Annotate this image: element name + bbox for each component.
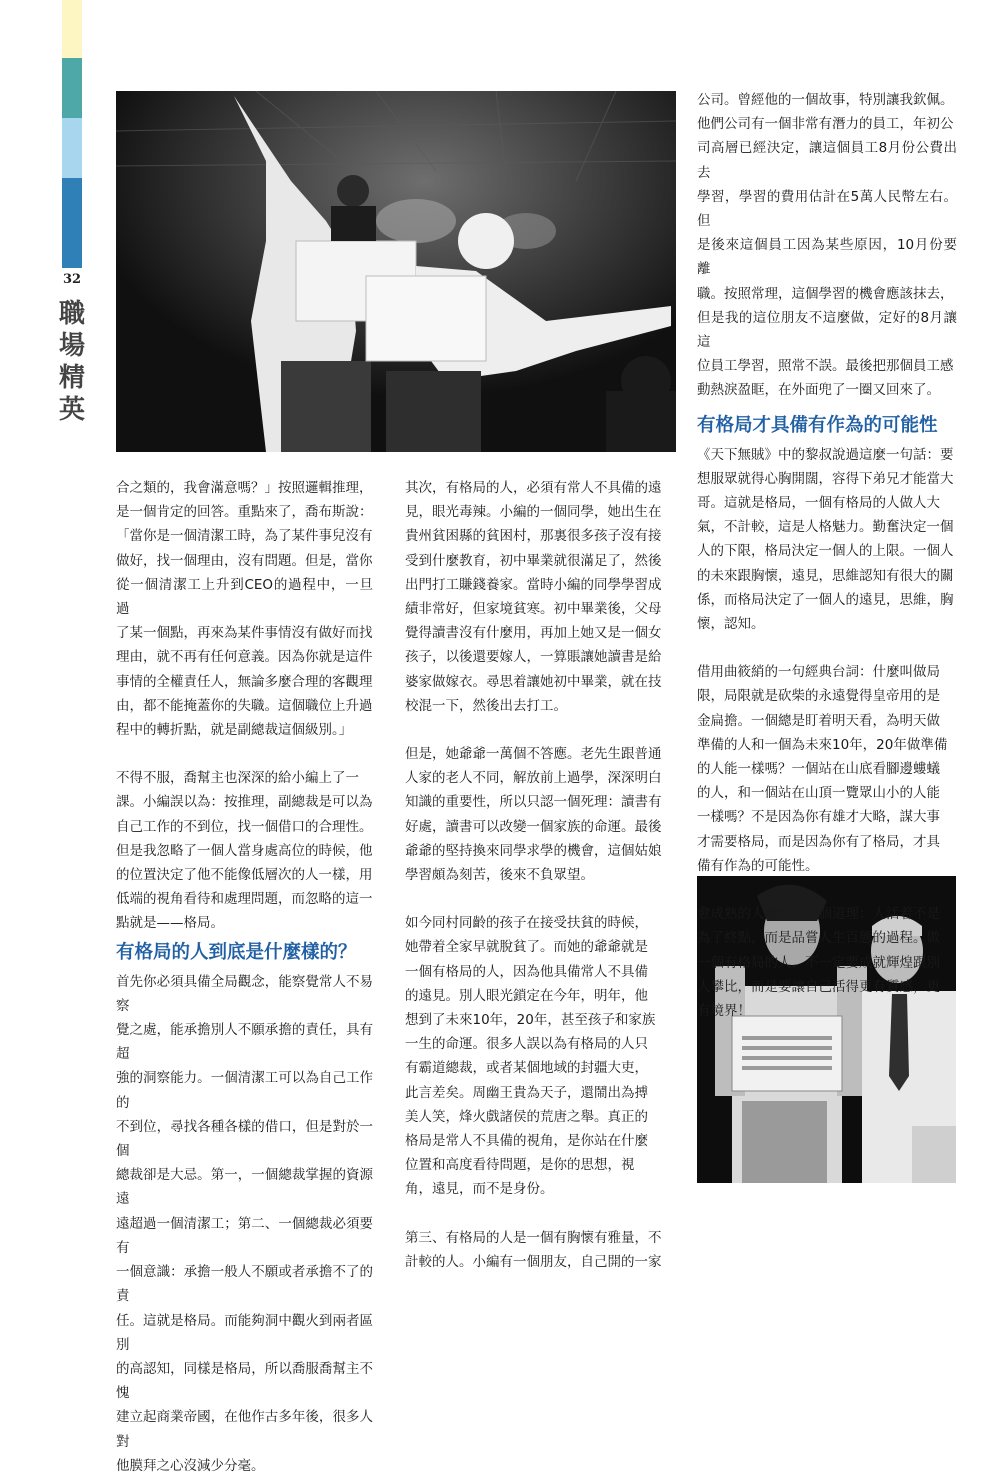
text-line: 任。這就是格局。而能夠洞中觀火到兩者區別: [116, 1312, 373, 1353]
text-line: 他們公司有一個非常有潛力的員工，年初公: [697, 116, 954, 133]
article-column-1: [116, 476, 373, 1478]
text-line: 的人能一樣嗎？一個站在山底看腳邊螻蟻: [697, 761, 940, 778]
text-line: 爺爺的堅持換來同學求學的機會，這個姑娘: [405, 842, 662, 859]
text-line: 角，遠見，而不是身份。: [405, 1181, 554, 1198]
text-line: 才需要格局，而是因為你有了格局，才具: [697, 833, 940, 850]
text-line: 績非常好，但家境貧寒。初中畢業後，父母: [405, 601, 662, 618]
text-line: 由，都不能掩蓋你的失職。這個職位上升過: [116, 697, 373, 714]
text-line: 合之類的，我會滿意嗎？」按照邏輯推理，: [116, 480, 373, 496]
text-line: 限，局限就是砍柴的永遠覺得皇帝用的是: [697, 688, 940, 705]
text-line: 有霸道總裁，或者某個地域的封疆大吏，: [405, 1060, 648, 1077]
text-line: 但是我忽略了一個人當身處高位的時候，他: [116, 842, 373, 859]
article-column-2: [405, 476, 665, 1274]
col3-paragraph-3: [697, 660, 957, 878]
text-line: 出門打工賺錢養家。當時小編的同學學習成: [405, 576, 662, 593]
photo-office-party-image: [116, 91, 676, 452]
text-line: 人攀比，而是要讓自己活得更有質感，更: [697, 978, 940, 995]
section-label: 職場精英: [58, 299, 85, 425]
sidebar-color-band-1: [62, 0, 82, 58]
text-line: 課。小編誤以為：按推理，副總裁是可以為: [116, 794, 373, 811]
text-line: 係，而格局決定了一個人的遠見，思維，胸: [697, 591, 954, 608]
page-number: 32: [62, 272, 82, 287]
sidebar-color-band-2: [62, 58, 82, 118]
text-line: 首先你必須具備全局觀念，能察覺常人不易察: [116, 973, 373, 1014]
text-line: 一個有格局的人，因為他具備常人不具備: [405, 963, 648, 980]
text-line: 的位置決定了他不能像低層次的人一樣，用: [116, 867, 373, 884]
text-line: 美人笑，烽火戲諸侯的荒唐之舉。真正的: [405, 1108, 648, 1125]
col2-paragraph-1: [405, 476, 665, 718]
sidebar-color-band-3: [62, 118, 82, 178]
text-line: 見，眼光毒辣。小編的一個同學，她出生在: [405, 504, 662, 521]
section-heading-possibility: 有格局才具備有作為的可能性: [697, 414, 938, 436]
text-line: 一樣嗎？不是因為你有雄才大略，謀大事: [697, 809, 940, 826]
text-line: 懷，認知。: [697, 616, 765, 633]
text-line: 人的下限，格局決定一個人的上限。一個人: [697, 543, 954, 560]
text-line: 強的洞察能力。一個清潔工可以為自己工作的: [116, 1070, 373, 1111]
text-line: 建立起商業帝國，在他作古多年後，很多人對: [116, 1409, 373, 1450]
text-line: 愈成熟的人愈明白一個道理：人活着不是: [697, 906, 940, 923]
text-line: 「當你是一個清潔工時，為了某件事兒沒有: [116, 528, 373, 545]
text-line: 的未來跟胸懷，遠見，思維認知有很大的關: [697, 567, 954, 584]
text-line: 位員工學習，照常不誤。最後把那個員工感: [697, 358, 954, 375]
text-line: 的高認知，同樣是格局，所以喬服喬幫主不愧: [116, 1360, 373, 1402]
text-line: 司高層已經決定，讓這個員工8月份公費出去: [697, 140, 957, 181]
text-line: 不得不服，喬幫主也深深的給小編上了一: [116, 770, 359, 787]
text-line: 動熱淚盈眶，在外面兜了一圈又回來了。: [697, 382, 940, 399]
text-line: 自己工作的不到位，找一個借口的合理性。: [116, 818, 373, 835]
text-line: 程中的轉折點，就是副總裁這個級別。」: [116, 722, 353, 739]
text-line: 好處，讀書可以改變一個家族的命運。最後: [405, 818, 662, 835]
text-line: 點就是——格局。: [116, 915, 224, 932]
text-line: 格局是常人不具備的視角，是你站在什麼: [405, 1133, 648, 1150]
text-line: 準備的人和一個為未來10年，20年做準備: [697, 736, 948, 753]
photo-office-party: [116, 91, 676, 452]
section-heading-what-is-vision: 有格局的人到底是什麼樣的？: [116, 941, 357, 963]
text-line: 位置和高度看待問題，是你的思想，視: [405, 1157, 635, 1174]
text-line: 覺得讀書沒有什麼用，再加上她又是一個女: [405, 625, 662, 642]
col1-paragraph-2: [116, 766, 373, 935]
text-line: 想服眾就得心胸開闊，容得下弟兄才能當大: [697, 470, 954, 487]
text-line: 婆家做嫁衣。尋思着讓她初中畢業，就在技: [405, 673, 662, 690]
text-line: 覺之處，能承擔別人不願承擔的責任，具有超: [116, 1022, 373, 1063]
text-line: 如今同村同齡的孩子在接受扶貧的時候，: [405, 915, 648, 932]
sidebar-color-band-4: [62, 178, 82, 268]
text-line: 貴州貧困縣的貧困村，那裏很多孩子沒有接: [405, 528, 662, 545]
text-line: 不到位，尋找各種各樣的借口，但是對於一個: [116, 1118, 373, 1160]
text-line: 做好，找一個理由，沒有問題。但是，當你: [116, 552, 373, 569]
col2-paragraph-4: [405, 1226, 665, 1274]
text-line: 此言差矣。周幽王貴為天子，還鬧出為搏: [405, 1084, 648, 1101]
text-line: 借用曲筱綃的一句經典台詞：什麼叫做局: [697, 664, 940, 681]
text-line: 氣，不計較，這是人格魅力。勤奮決定一個: [697, 519, 954, 536]
text-line: 備有作為的可能性。: [697, 857, 819, 874]
text-line: 受到什麼教育，初中畢業就很滿足了，然後: [405, 552, 662, 569]
text-line: 其次，有格局的人，必須有常人不具備的遠: [405, 480, 662, 496]
text-line: 人家的老人不同，解放前上過學，深深明白: [405, 770, 662, 787]
article-column-3: [697, 88, 957, 1023]
text-line: 學習頗為刻苦，後來不負眾望。: [405, 867, 594, 884]
text-line: 她帶着全家早就脫貧了。而她的爺爺就是: [405, 939, 648, 956]
text-line: 一個有格局的人，不一定要成就輝煌跟別: [697, 954, 940, 971]
text-line: 是後來這個員工因為某些原因，10月份要離: [697, 237, 957, 278]
text-line: 了某一個點，再來為某件事情沒有做好而找: [116, 625, 373, 642]
col2-paragraph-2: [405, 742, 665, 887]
text-line: 公司。曾經他的一個故事，特別讓我欽佩。: [697, 92, 954, 108]
text-line: 哥。這就是格局，一個有格局的人做人大: [697, 495, 940, 512]
col3-paragraph-1: [697, 88, 957, 403]
text-line: 從一個清潔工上升到CEO的過程中，一旦過: [116, 576, 373, 618]
text-line: 學習，學習的費用估計在5萬人民幣左右。但: [697, 188, 957, 230]
text-line: 《天下無賊》中的黎叔說過這麼一句話：要: [697, 446, 954, 463]
text-line: 但是，她爺爺一萬個不答應。老先生跟普通: [405, 746, 662, 763]
text-line: 為了終點，而是品嘗人生百態的過程。做: [697, 930, 940, 947]
text-line: 總裁卻是大忌。第一，一個總裁掌握的資源遠: [116, 1167, 373, 1208]
text-line: 事情的全權責任人，無論多麼合理的客觀理: [116, 673, 373, 690]
text-line: 想到了未來10年，20年，甚至孩子和家族: [405, 1012, 656, 1029]
text-line: 的人，和一個站在山頂一覽眾山小的人能: [697, 785, 940, 802]
col2-paragraph-3: [405, 911, 665, 1201]
text-line: 職。按照常理，這個學習的機會應該抹去，: [697, 285, 954, 302]
text-line: 低端的視角看待和處理問題，而忽略的這一: [116, 891, 373, 908]
text-line: 但是我的這位朋友不這麼做，定好的8月讓這: [697, 309, 957, 351]
text-line: 金扁擔。一個總是盯着明天看，為明天做: [697, 712, 940, 729]
text-line: 校混一下，然後出去打工。: [405, 697, 567, 714]
text-line: 孩子，以後還要嫁人，一算賬讓她讀書是給: [405, 649, 662, 666]
text-line: 有境界！: [697, 1002, 751, 1019]
text-line: 理由，就不再有任何意義。因為你就是這件: [116, 649, 373, 666]
text-line: 計較的人。小編有一個朋友，自己開的一家: [405, 1253, 662, 1270]
col1-paragraph-3: [116, 970, 373, 1478]
col3-paragraph-2: [697, 443, 957, 637]
text-line: 一個意識：承擔一般人不願或者承擔不了的責: [116, 1264, 373, 1305]
text-line: 遠超過一個清潔工；第二、一個總裁必須要有: [116, 1215, 373, 1256]
text-line: 知識的重要性，所以只認一個死理：讀書有: [405, 794, 662, 811]
text-line: 第三、有格局的人是一個有胸懷有雅量，不: [405, 1229, 662, 1246]
text-line: 是一個肯定的回答。重點來了，喬布斯說：: [116, 504, 373, 521]
text-line: 一生的命運。很多人誤以為有格局的人只: [405, 1036, 648, 1053]
text-line: 他膜拜之心沒減少分毫。: [116, 1457, 265, 1474]
text-line: 的遠見。別人眼光鎖定在今年，明年，他: [405, 987, 648, 1004]
col1-paragraph-1: [116, 476, 373, 742]
col3-paragraph-4: [697, 902, 957, 1023]
